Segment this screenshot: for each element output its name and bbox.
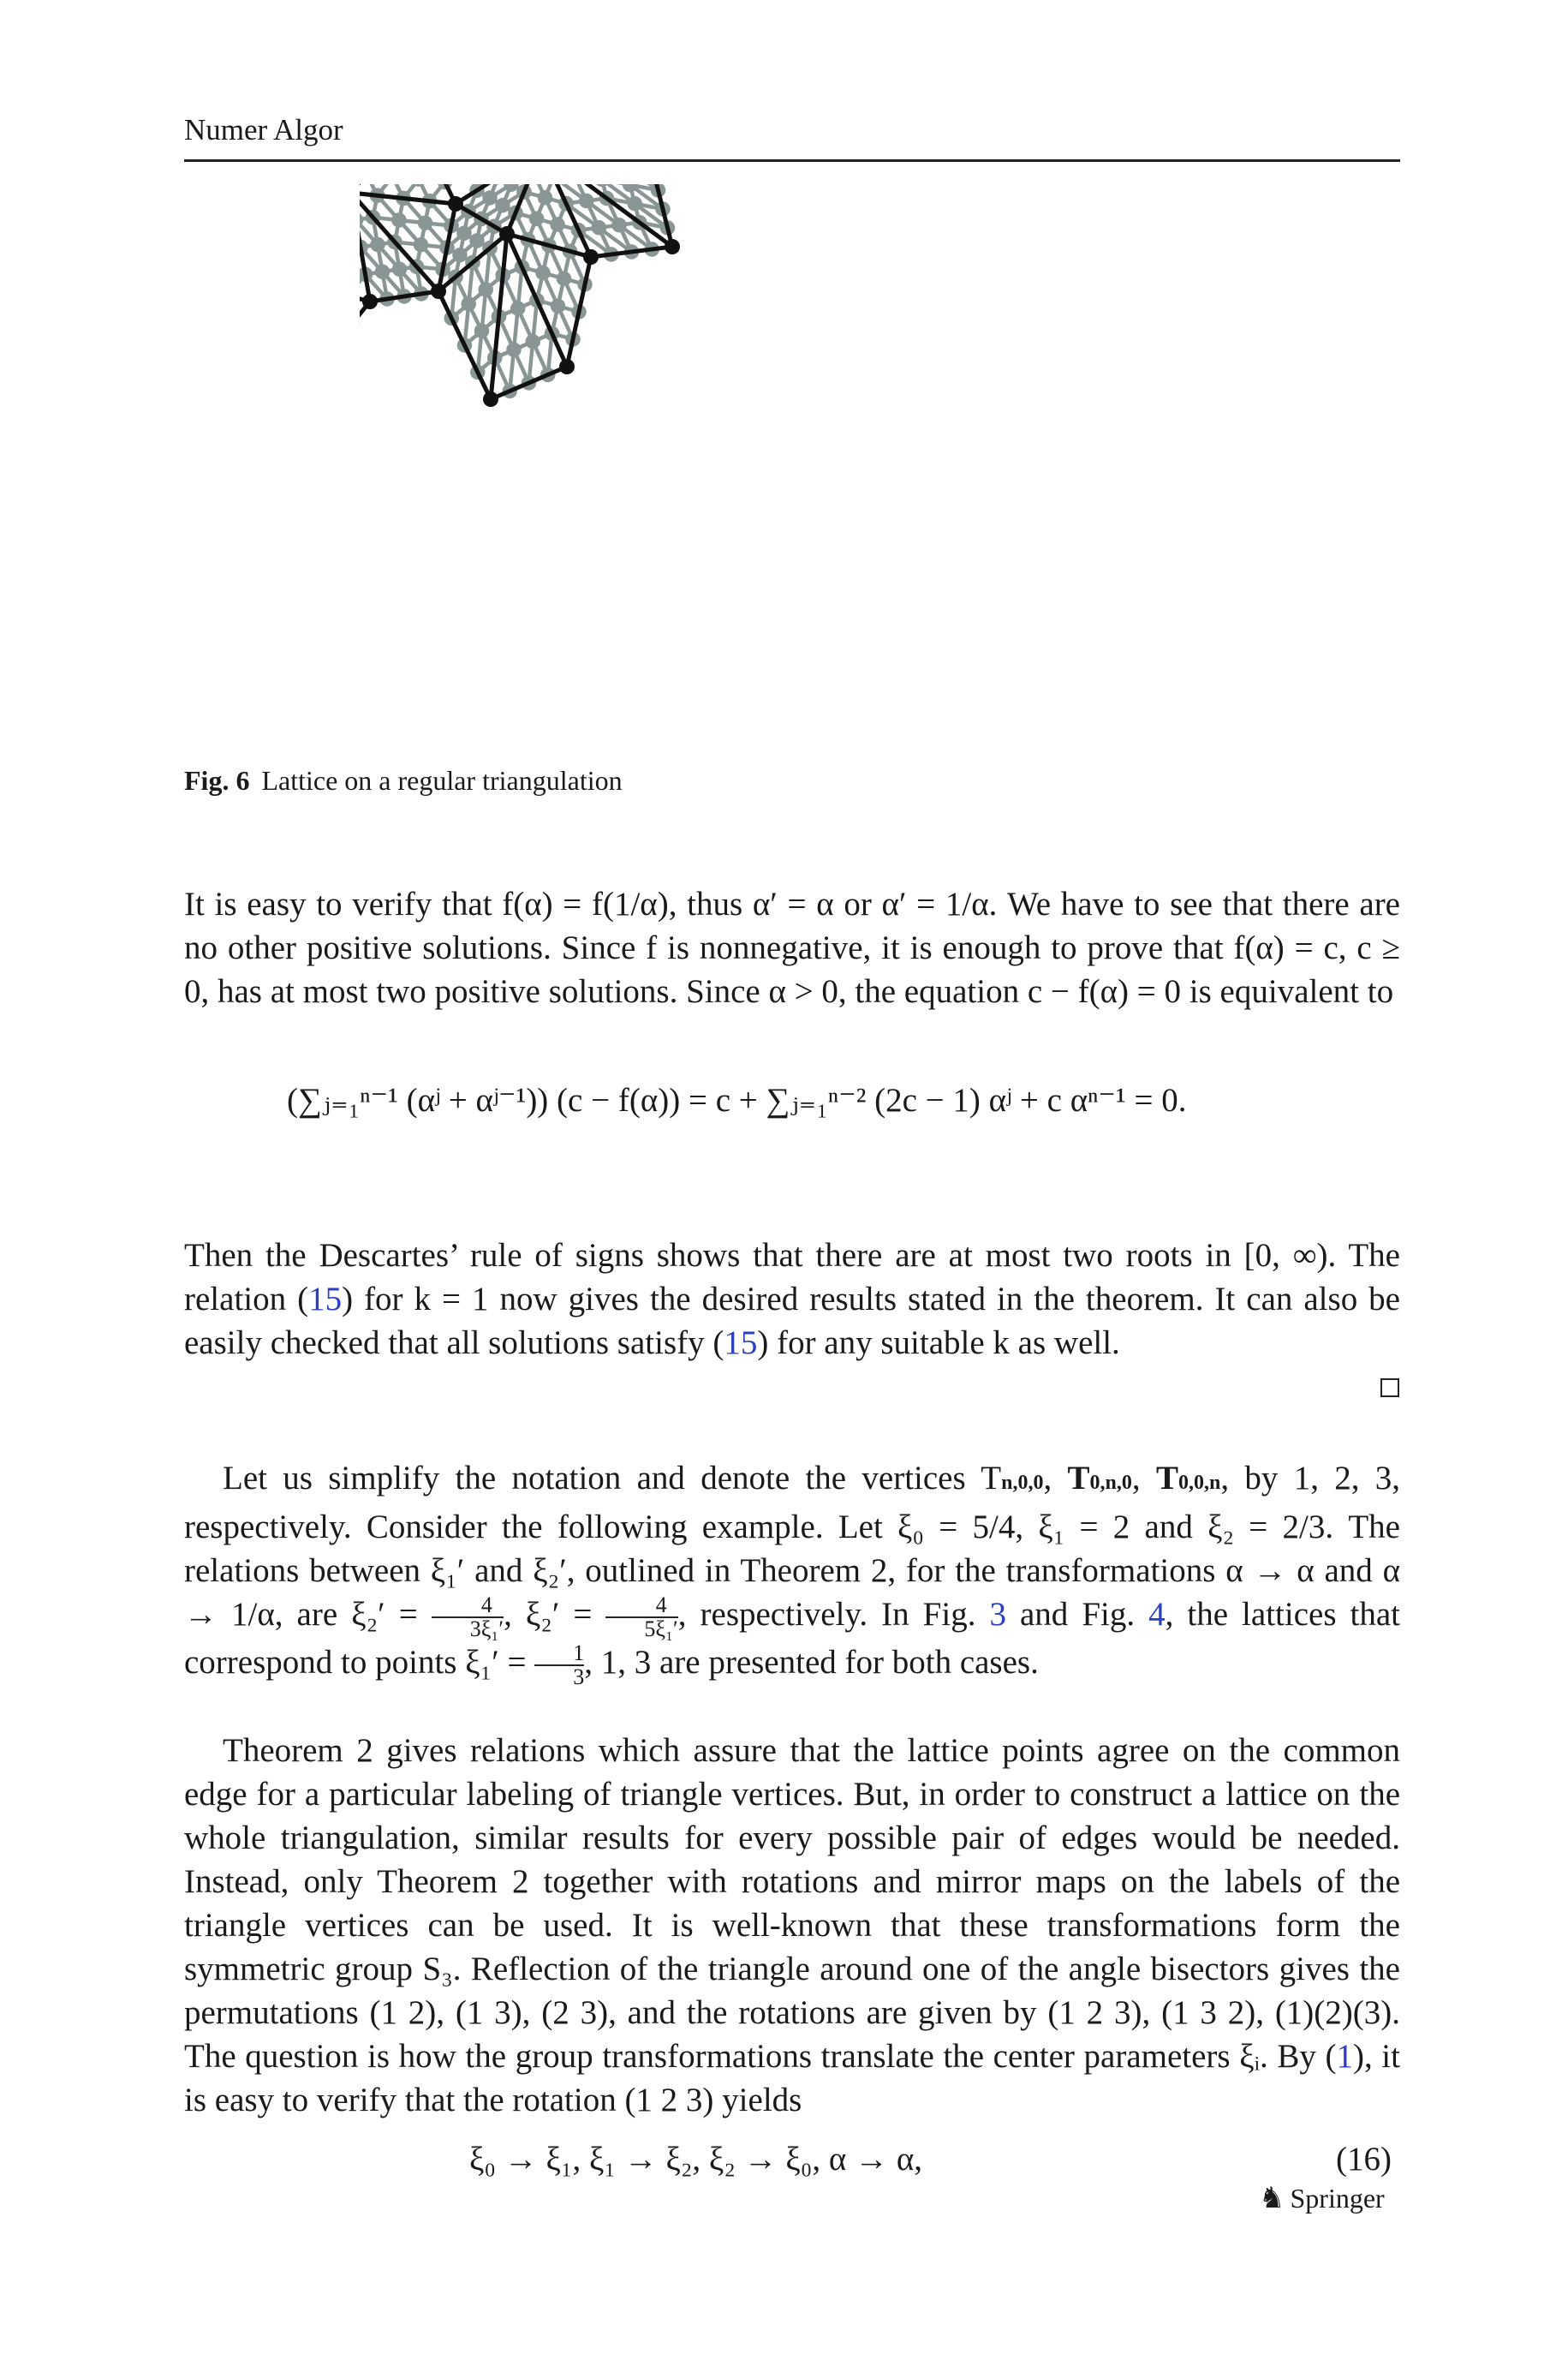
p2-text-b: ) for k = 1 now gives the desired results stated in the theorem. It can also be easily checked that all solutions satisfy ( [184,1281,1400,1361]
triangulation-figure [360,184,1233,741]
paragraph-2 [184,1234,1400,1365]
triangulation-vertex [483,391,498,407]
p2-text-c: ) for any suitable k as well. [757,1324,1120,1361]
ref-eq-15-a[interactable]: 15 [308,1281,343,1317]
lattice-line [360,184,367,188]
springer-logo [1259,2181,1385,2215]
header-rule [184,159,1400,162]
paragraph-1: It is easy to verify that f(α) = f(1/α), thus α′ = α or α′ = 1/α. We have to see that there are no other positive solutions. Since f is nonnegative, it is enough to prove that f(α) = c, c ≥ 0, has at most two positive solutions. Since α > 0, the equation c − f(α) = 0 is equivalent to [184,886,1400,1010]
running-head: Numer Algor [184,113,343,146]
qed-square [1380,1378,1399,1397]
triangulation-vertex [431,284,446,299]
triangulation-edge [360,302,370,388]
p3-text-a: Let us simplify the notation and denote the vertices T [223,1460,1002,1497]
publisher-name: Springer [1290,2183,1385,2214]
equation-rhs: = c + ∑ⱼ₌₁ⁿ⁻² (2c − 1) αʲ + c αⁿ⁻¹ = 0. [688,1082,1187,1119]
ref-fig-3[interactable]: 3 [989,1596,1006,1633]
lattice-point [624,184,635,190]
equation-lhs: (∑ⱼ₌₁ⁿ⁻¹ (αʲ + αʲ⁻¹)) (c − f(α)) [287,1082,681,1119]
caption-label: Fig. 6 [184,765,250,796]
p3-text-d: the lattices that correspond to points ξ₁′ = [184,1596,1401,1682]
triangulation-vertex [448,196,463,212]
triangulation-vertex [499,226,515,242]
caption-text: Lattice on a regular triangulation [261,765,623,796]
equation-16: ξ₀ → ξ₁, ξ₁ → ξ₂, ξ₂ → ξ₀, α → α, [469,2141,923,2178]
equation-main [287,1081,1186,1120]
p3-text-c: respectively. In [700,1596,909,1633]
ref-eq-1[interactable]: 1 [1336,2038,1353,2075]
equation-number-16: (16) [1336,2141,1392,2178]
ref-eq-15-b[interactable]: 15 [724,1324,758,1361]
triangulation-vertex [665,239,680,254]
triangulation-vertex [583,249,599,265]
p4-text-b: ), it is easy to verify that the rotation (1 2 3) yields [184,2038,1400,2118]
lattice-point [414,184,425,185]
springer-horse-icon: ♞ [1259,2183,1285,2214]
paragraph-3: Let us simplify the notation and denote the vertices Tn,0,0, T0,n,0, T0,0,n, by 1, 2, 3, respectively. Consider the following example. Let ξ₀ = 5/4, ξ₁ = 2 and ξ₂ = 2/3. The relations between ξ₁′ and ξ₂′, outlined in Theorem 2, for the transformations α → α and α → 1/α, are ξ₂′ = $\frac{4}{\text{3ξ₁′}}$ , ξ₂′ = $\frac{4}{\text{5ξ₁′}}$ , respectively. In Fig. 3 and Fig. 4, the lattices that correspond to points ξ₁′ = $\frac{1}{3}$ , 1, 3 are presented for both cases. [184,1460,1401,1690]
lattice-line [360,184,367,193]
paragraph-4 [184,1729,1400,2122]
triangulation-vertex [559,359,575,374]
lattice-point [506,184,517,190]
p2-text-a: Then the Descartes’ rule of signs shows that there are at most two roots in [0, ∞). The relation ( [184,1237,1400,1317]
p4-text-a: Theorem 2 gives relations which assure that the lattice points agree on the common edge for a particular labeling of triangle vertices. But, in order to construct a lattice on the whole triangulation, similar results for every possible pair of edges would be needed. Instead, only Theorem 2 together with rotations and mirror maps on the labels of the triangle vertices can be used. It is well-known that these transformations form the symmetric group S₃. Reflection of the triangle around one of the angle bisectors gives the permutations (1 2), (1 3), (2 3), and the rotations are given by (1 2 3), (1 3 2), (1)(2)(3). The question is how the group transformations translate the center parameters ξᵢ. By ( [184,1732,1400,2075]
lattice-point [597,184,608,185]
ref-fig-4[interactable]: 4 [1148,1596,1166,1633]
p3-text-e: , 1, 3 are presented for both cases. [584,1644,1039,1682]
p3-text-b: by 1, 2, 3, respectively. Consider the following example. Let ξ₀ = 5/4, ξ₁ = 2 and ξ₂ = 2/3. The relations between ξ₁′ and ξ₂′, outlined in Theorem 2, for the transformations α → α and α → 1/α, are [184,1460,1401,1633]
figure-caption [184,765,623,797]
triangulation-vertex [362,294,378,309]
